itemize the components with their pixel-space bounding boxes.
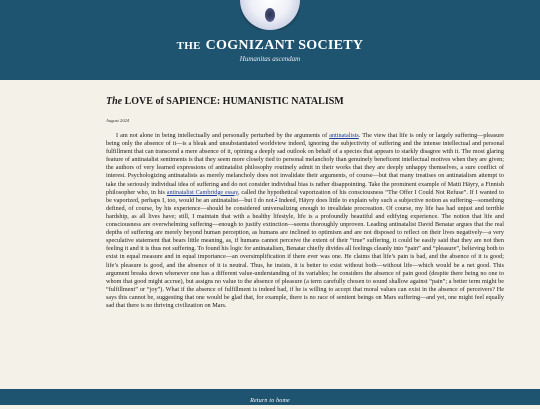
article-title-rest: LOVE of SAPIENCE: HUMANISTIC NATALISM <box>124 96 344 107</box>
site-title-name: COGNIZANT SOCIETY <box>205 38 364 53</box>
article <box>106 95 504 370</box>
cambridge-essay-link[interactable]: antinatalist Cambridge essay <box>166 188 238 196</box>
site-title-the: THE <box>176 40 201 52</box>
eye-pupil-icon <box>265 8 275 22</box>
paragraph <box>106 132 504 310</box>
footnote-link[interactable]: 1 <box>275 194 278 200</box>
eye-emblem-icon <box>240 0 300 30</box>
paragraph-text: Indeed, Häyry does little to explain why such a subjective notion as suffering—something defined, of course, by his experience—should be considered universalizing enough to invalidate procreation. Of course, my life has had unjust and terrible hardship, as all lives have; still, I maintain that with a healthy lifestyle, life is a profoundly beautiful and edifying experience. The notion that life and consciousness are overwhelming suffering—enough to justify extinction—seems thoroughly unproven. Leading antinatalist David Benatar argues that the real depths of suffering are merely beyond human perception, as humans are inclined to optimism and are not disposed to reflect on their lives negatively—a very speculative statement that bears little meaning, as, if humans cannot perceive the extent of their “true” suffering, it could be easily said that they are not then feeling it and it is thus not suffering. To found his logic for antinatalism, Benatar chiefly divides all feelings cleanly into “pain” and “pleasure”, believing both to exist in equal measure and in equal importance—an oversimplification if there ever was one. He claims that life’s pain is bad, and the absence of it is good; life’s pleasure is good, and the absence of it is neutral. Thus, he insists, it is better to exist without both—without life—which would be a net good. This argument breaks down whenever one has a different value-understanding of its variables; he considers the absence of pain good (despite there being no one to whom that good might accrue), but assigns no value to the absence of pleasure (a term carefully chosen to sound shallow against “pain”; a better term might be “fulfillment” or “joy”). What if the absence of fulfillment is indeed bad, if he is willing to accept that moral values can exist in the absence of perceivers? He says this cannot be, suggesting that one would be glad that, for example, there is no race of sentient beings on Mars suffering—and yet, one might feel equally sad that there is no thriving civilization on Mars. <box>106 196 504 309</box>
article-date: August 2024 <box>106 118 130 123</box>
society-logo[interactable] <box>240 0 300 30</box>
article-title-lead: The <box>106 96 123 107</box>
site-header <box>0 0 540 80</box>
paragraph-text: I am not alone in being intellectually and personally perturbed by the arguments of <box>116 132 330 139</box>
paragraph-text: , called the hypothetical vaporization of his consciousness “The Offer I Could Not Refuse”. If I wanted to be vaporized, perhaps I, too, would be an antinatalist—but I do not. <box>106 188 504 204</box>
return-home-link[interactable]: Return to home <box>250 398 290 404</box>
site-motto: Humanitas ascendam <box>239 55 301 63</box>
paragraph-text: . The view that life is only or largely suffering—pleasure being only the absence of it—is a bleak and unsubstantiated worldview indeed, ignoring the subjectivity of suffering and the intense intellectual and personal fulfillment that can transcend a mere absence of it, opining a deeply sad outlook on behalf of a species that appears to starkly disagree with it. The most glaring feature of antinatalist sentiments is that they seem more closely tied to personal melancholy than genuinely beneficent intellectual motives when they are given; the authors of very learned expressions of antinatalist philosophy routinely admit in their works that they are deeply unhappy themselves, a sure conflict of interest. Psychologizing antinatalists as merely melancholy does not invalidate their arguments, of course—but that many treatises on antinatalism attempt to take the seriously individual idea of suffering and do not consider individual bias is rather disappointing. Take the prominent example of Matti Häyry, a Finnish philosopher who, in his <box>106 132 504 196</box>
article-body <box>106 132 504 370</box>
antinatalists-link[interactable]: antinatalists <box>329 132 359 139</box>
site-footer <box>0 389 540 405</box>
site-title <box>0 38 540 54</box>
article-title <box>106 95 504 109</box>
